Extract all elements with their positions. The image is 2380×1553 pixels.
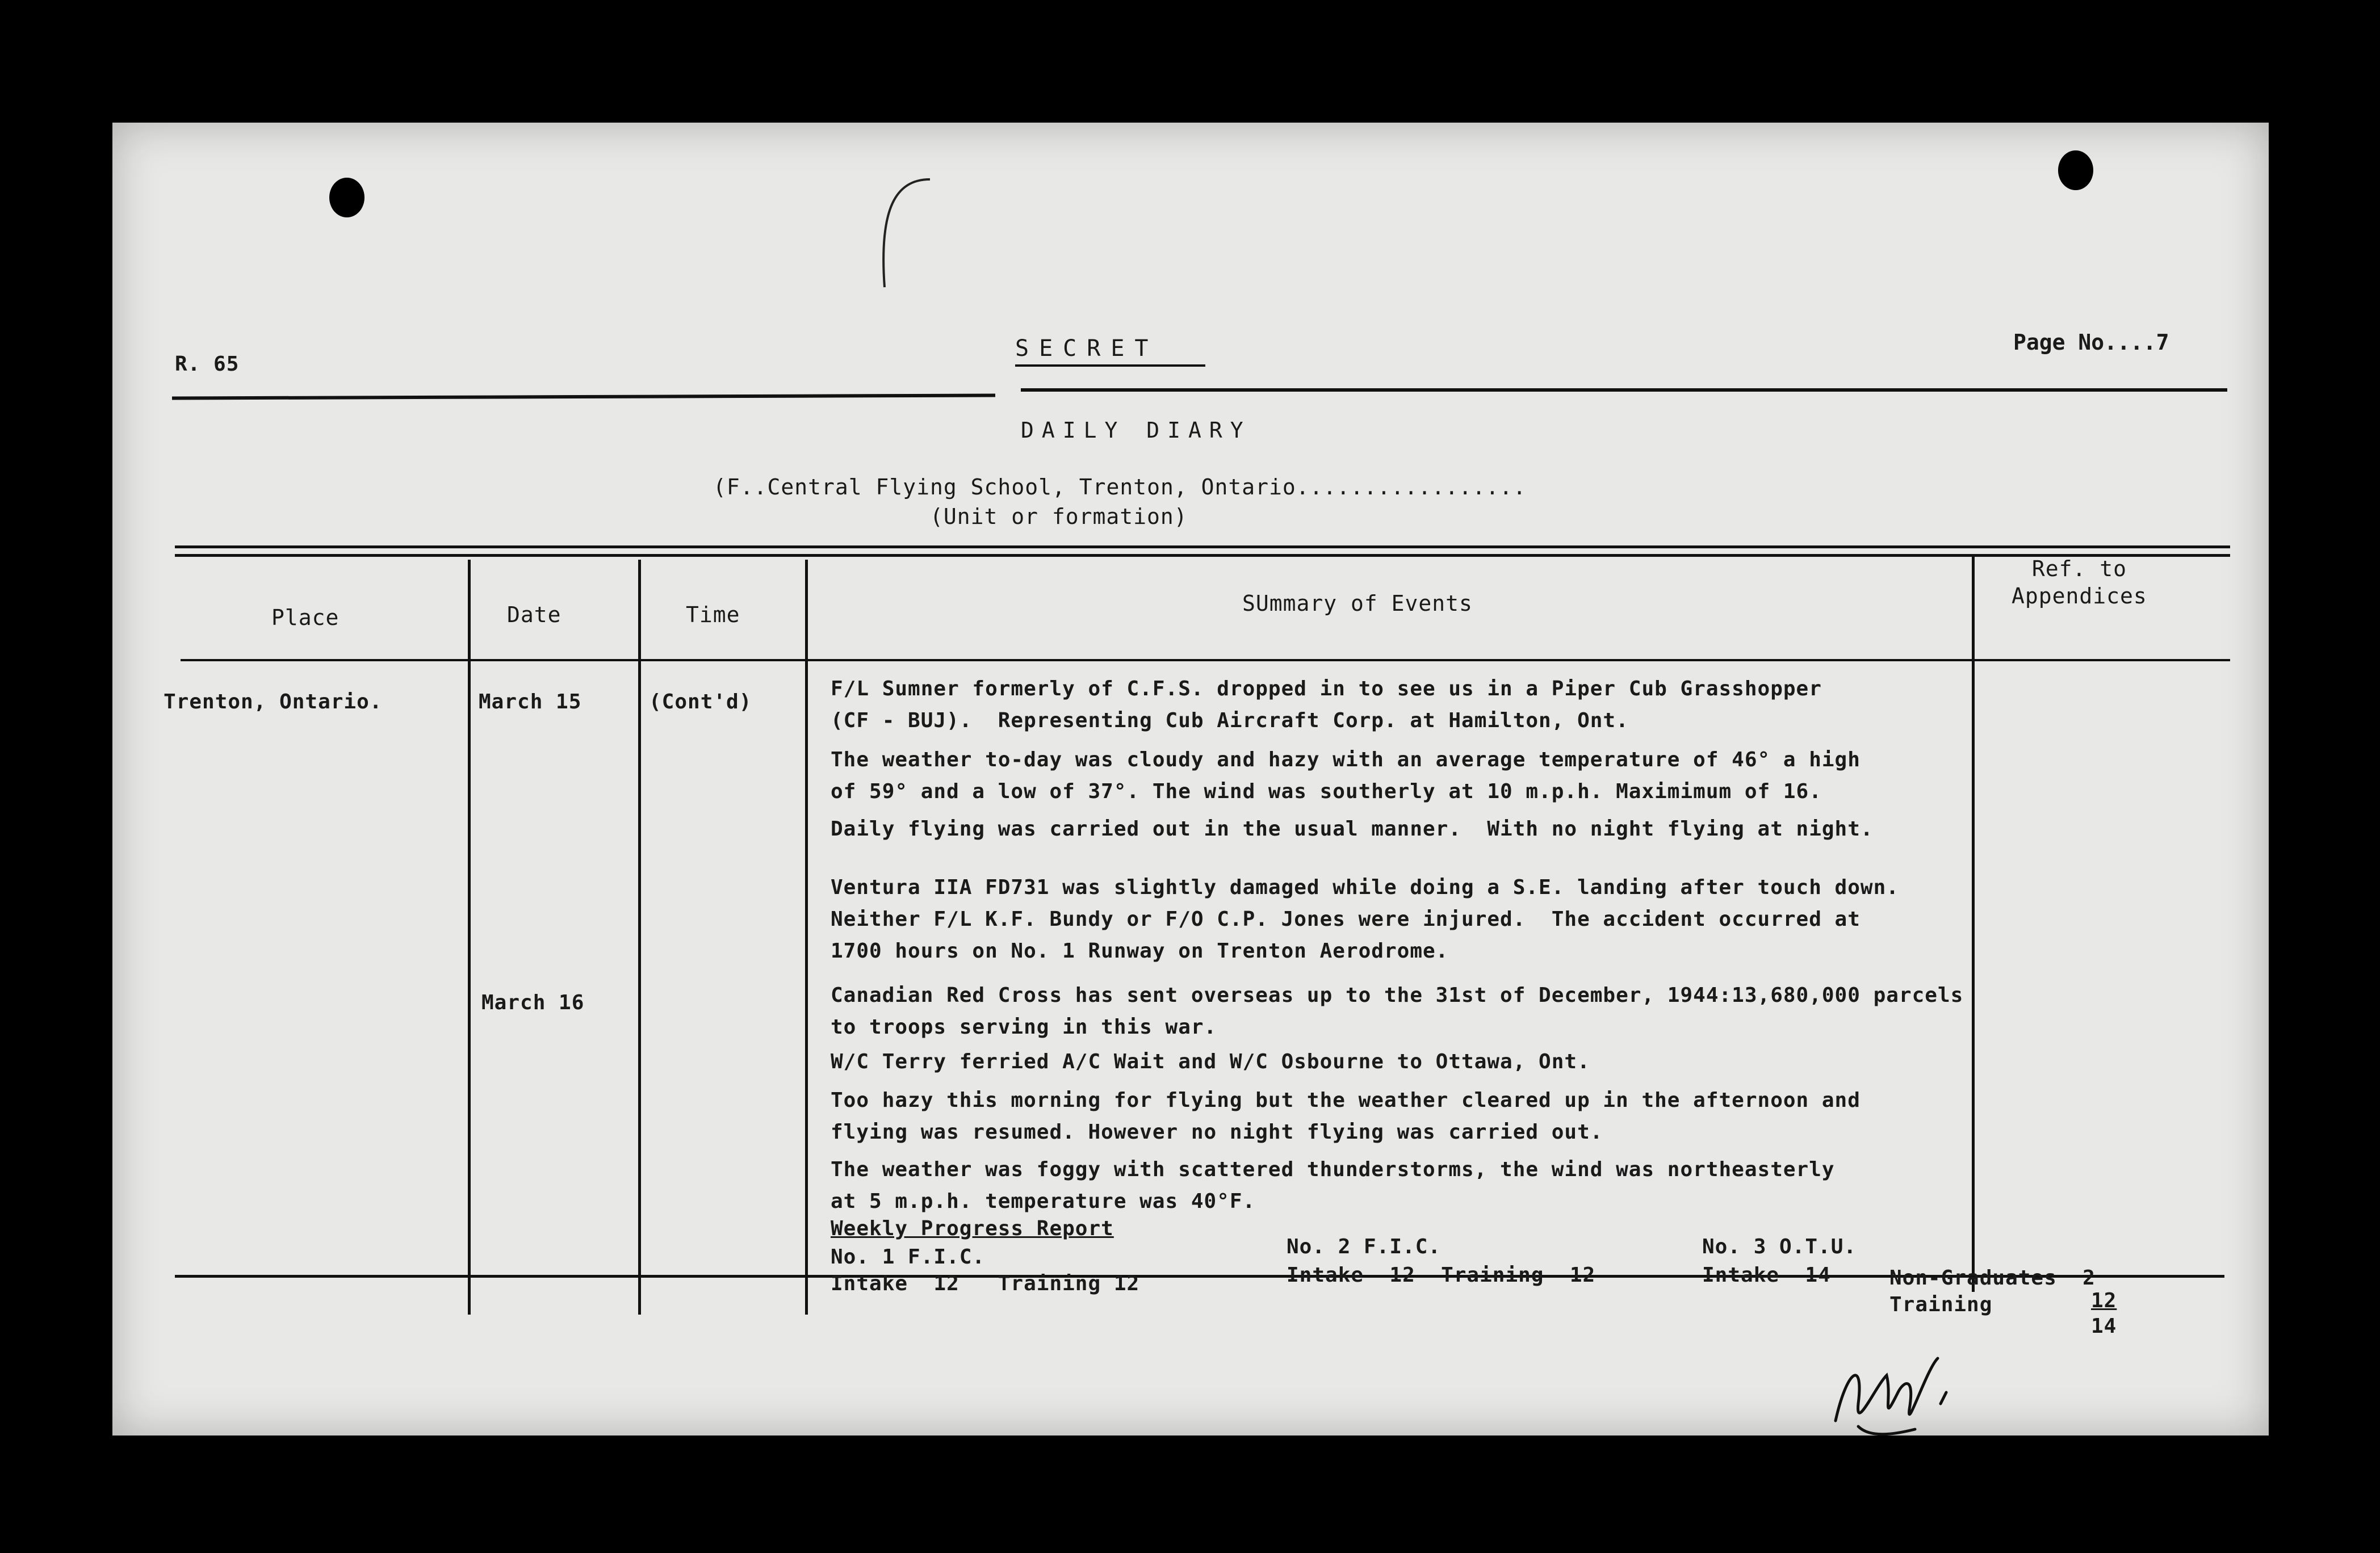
fic2-figures: Intake 12 Training 12 [1287, 1264, 1596, 1287]
classification-label: SECRET [1015, 335, 1159, 362]
diary-page [112, 123, 2269, 1436]
unit-caption: (Unit or formation) [930, 504, 1188, 529]
event-entry: Ventura IIA FD731 was slightly damaged while doing a S.E. landing after touch down. Neither F/L K.F. Bundy or F/O C.P. Jones were injured. The accident occurred at 1700 hours on No. 1 Runway on Trenton Aerodrome. [831, 876, 1899, 963]
column-divider-1 [468, 560, 471, 1315]
event-entry: Daily flying was carried out in the usual manner. With no night flying at night. [831, 817, 1874, 841]
training-label: Training [1889, 1293, 1993, 1316]
document-title: DAILY DIARY [1021, 418, 1251, 443]
column-header-summary: SUmmary of Events [1242, 591, 1473, 616]
fic2-label: No. 2 F.I.C. [1287, 1235, 1442, 1258]
place-cell: Trenton, Ontario. [164, 690, 383, 713]
event-entry: Canadian Red Cross has sent overseas up to the 31st of December, 1944:13,680,000 parcels to troops serving in this war. [831, 984, 1964, 1039]
punch-hole-right [2058, 150, 2093, 190]
column-divider-3 [805, 560, 808, 1315]
event-entry: W/C Terry ferried A/C Wait and W/C Osbourne to Ottawa, Ont. [831, 1050, 1590, 1073]
column-header-date: Date [507, 602, 562, 627]
classification-underline [1015, 364, 1205, 367]
column-header-place: Place [271, 605, 340, 630]
column-divider-4 [1972, 554, 1975, 1292]
column-header-ref: Ref. to Appendices [2012, 556, 2147, 608]
time-cell: (Cont'd) [649, 690, 752, 713]
event-entry: The weather to-day was cloudy and hazy with an average temperature of 46° a high of 59° and a low of 37°. The wind was southerly at 10 m.p.h. Maximimum of 16. [831, 748, 1861, 803]
event-entry: F/L Sumner formerly of C.F.S. dropped in to see us in a Piper Cub Grasshopper (CF - BUJ). Representing Cub Aircraft Corp. at Hamilton, Ont. [831, 677, 1822, 732]
date-cell-march-16: March 16 [481, 991, 585, 1014]
date-cell-march-15: March 15 [479, 690, 582, 713]
table-rule-top-2 [175, 554, 2230, 557]
fic1-figures: Intake 12 Training 12 [831, 1272, 1140, 1295]
event-entry: Too hazy this morning for flying but the weather cleared up in the afternoon and flying was resumed. However no night flying was carried out. [831, 1089, 1861, 1144]
header-rule-right [1021, 388, 2227, 392]
table-rule-top-1 [175, 545, 2230, 548]
page-number-block [2013, 330, 2169, 355]
otu3-figures: Intake 14 [1702, 1264, 1831, 1287]
pencil-mark-icon [873, 174, 941, 310]
event-entry: The weather was foggy with scattered thunderstorms, the wind was northeasterly at 5 m.p.h. temperature was 40°F. [831, 1158, 1835, 1213]
column-header-time: Time [686, 602, 740, 627]
training-value: 12 [2091, 1289, 2117, 1312]
column-divider-2 [638, 560, 641, 1315]
fic1-label: No. 1 F.I.C. [831, 1245, 986, 1269]
signature-icon [1824, 1336, 1966, 1443]
page-label: Page No.... [2013, 330, 2156, 355]
otu3-label: No. 3 O.T.U. [1702, 1235, 1857, 1258]
weekly-report-heading: Weekly Progress Report [831, 1217, 1114, 1240]
non-graduates: Non-Graduates 2 [1889, 1266, 2096, 1290]
header-rule-left [172, 393, 995, 400]
punch-hole-left [329, 178, 364, 217]
page-number: 7 [2156, 330, 2169, 355]
table-header-rule [181, 659, 2230, 661]
total-value: 14 [2091, 1315, 2117, 1338]
unit-line: (F..Central Flying School, Trenton, Ontario................. [713, 475, 1527, 500]
form-number: R. 65 [175, 352, 240, 376]
